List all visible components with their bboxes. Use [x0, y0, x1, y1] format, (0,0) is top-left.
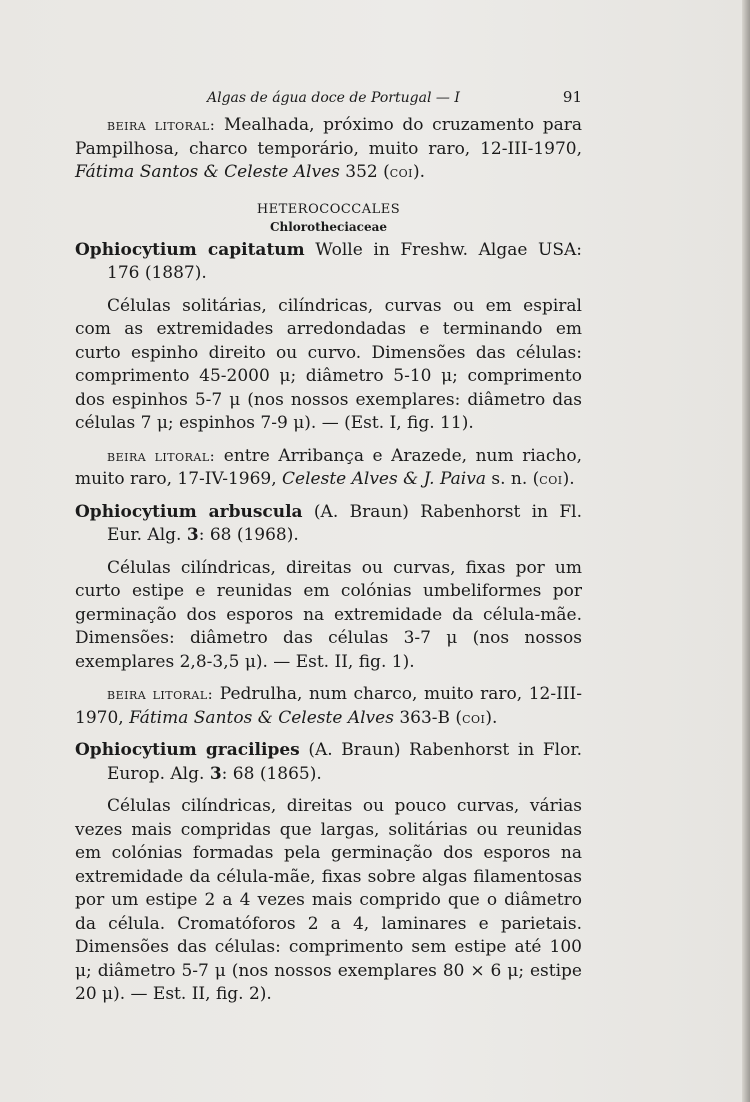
locality-text: Mealhada, próximo do cruzamento para Pampilhosa, charco temporário, muito raro, 12-III-1970, [75, 115, 583, 159]
locality-region: beira litoral: [107, 446, 216, 465]
species-entry [75, 739, 582, 786]
species-citation: Wolle in Freshw. Algae USA: 176 (1887). [107, 239, 582, 283]
running-title: Algas de água doce de Portugal — I [207, 90, 460, 106]
volume-number: 3 [186, 525, 199, 545]
page-header [75, 86, 582, 108]
order-heading: HETEROCOCCALES [256, 201, 401, 217]
species-description: Células cilíndricas, direitas ou pouco curvas, várias vezes mais compridas que largas, solitárias ou reunidas em colónias formadas pela germinação dos esporos na extremidade da célula-mãe, fixas sobre algas filamentosas por um estipe 2 a 4 vezes mais comprido que o diâmetro da célula. Cromatóforos 2 a 4, laminares e parietais. Dimensões das células: comprimento sem estipe até 100 μ; diâmetro 5-7 μ (nos nossos exemplares 80 × 6 μ; estipe 20 μ). — Est. II, fig. 2). [75, 796, 582, 1004]
herbarium-code: coi [539, 470, 563, 488]
species-name: Ophiocytium capitatum [75, 239, 305, 260]
locality-region: beira litoral: [107, 685, 214, 703]
species-citation-end: : 68 (1865). [221, 763, 322, 784]
ref-close: ). [485, 707, 498, 728]
species-entry [75, 239, 582, 286]
locality-text: Pedrulha, num charco, muito raro, 12-III-1970, [75, 684, 582, 728]
collectors: Celeste Alves & J. Paiva [282, 469, 486, 489]
family-heading: Chlorotheciaceae [269, 219, 388, 234]
page-edge-shadow [742, 0, 750, 1102]
herbarium-code: coi [462, 708, 486, 727]
voucher-ref: 363-B ( [393, 707, 463, 728]
species-name: Ophiocytium arbuscula [75, 501, 303, 522]
herbarium-code: coi [389, 163, 414, 181]
ref-close: ). [413, 162, 426, 182]
species-name: Ophiocytium gracilipes [75, 740, 300, 760]
locality-text: entre Arribança e Arazede, num riacho, muito raro, 17-IV-1969, [75, 445, 582, 489]
locality-paragraph [75, 683, 582, 730]
species-entry [75, 501, 582, 548]
collectors: Fátima Santos & Celeste Alves [75, 162, 340, 182]
locality-region: beira litoral: [107, 116, 216, 134]
species-description: Células cilíndricas, direitas ou curvas, fixas por um curto estipe e reunidas em colónias umbeliformes por germinação dos esporos na extremidade da célula-mãe. Dimensões: diâmetro das células 3-7 μ (nos nossos exemplares 2,8-3,5 μ). — Est. II, fig. 1). [75, 557, 582, 672]
page-content [75, 86, 582, 1007]
voucher-ref: 352 ( [339, 162, 390, 182]
species-description: Células solitárias, cilíndricas, curvas ou em espiral com as extremidades arredondadas e terminando em curto espinho direito ou curvo. Dimensões das células: comprimento 45-2000 μ; diâmetro 5-10 μ; comprimento dos espinhos 5-7 μ (nos nossos exemplares: diâmetro das células 7 μ; espinhos 7-9 μ). — (Est. I, fig. 11). [75, 295, 582, 433]
locality-paragraph [75, 445, 582, 492]
species-citation: (A. Braun) Rabenhorst in Fl. Eur. Alg. [107, 501, 582, 545]
page-number: 91 [562, 88, 582, 106]
locality-paragraph [75, 114, 582, 185]
collectors: Fátima Santos & Celeste Alves [129, 707, 394, 728]
voucher-ref: s. n. ( [485, 469, 540, 489]
species-citation-end: : 68 (1968). [198, 525, 299, 545]
volume-number: 3 [209, 763, 222, 784]
ref-close: ). [562, 469, 575, 489]
species-citation: (A. Braun) Rabenhorst in Flor. Europ. Alg. [107, 740, 583, 784]
